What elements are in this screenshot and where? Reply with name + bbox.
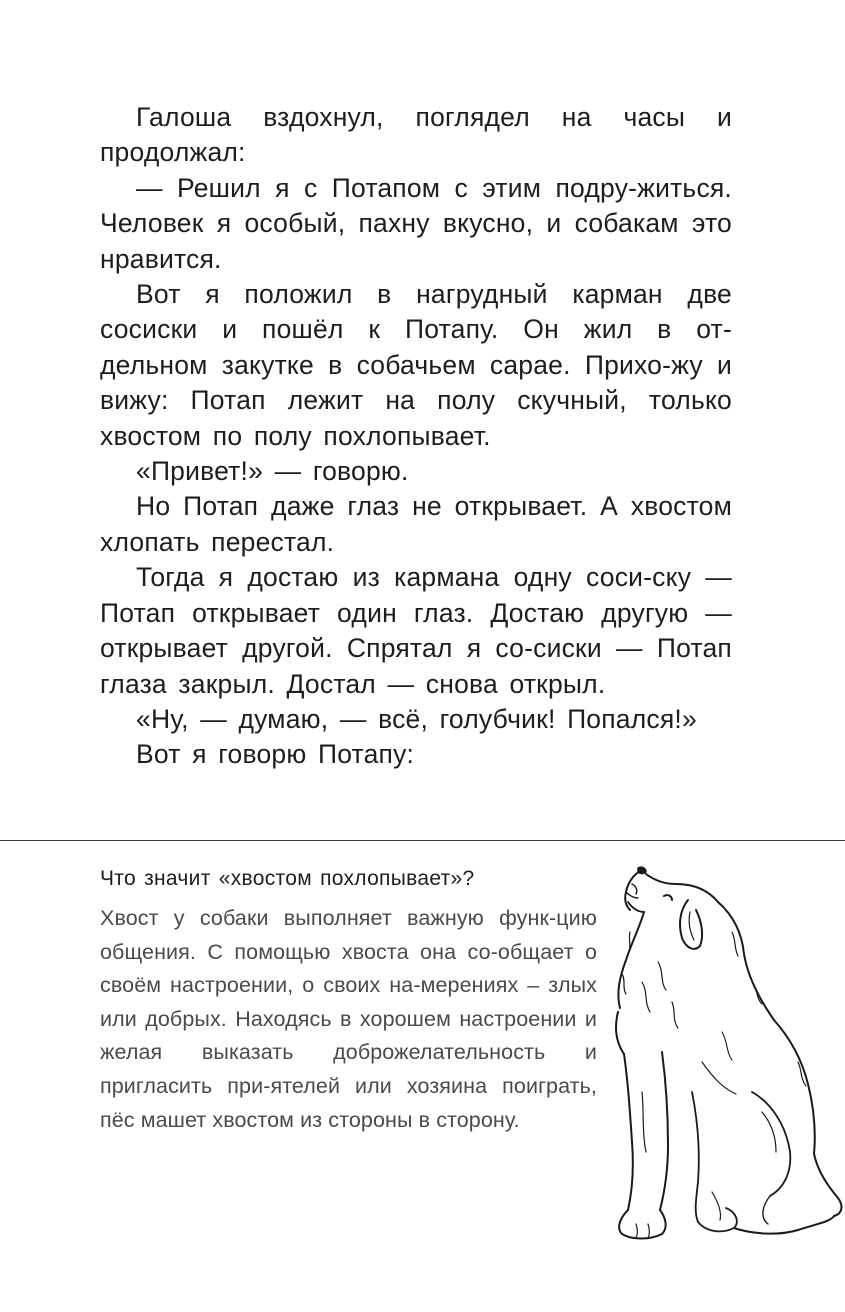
sitting-dog-icon <box>602 862 845 1250</box>
story-paragraph: Тогда я достаю из кармана одну соси-ску — Потап открывает один глаз. Достаю другую — открывает другой. Спрятал я со-сиски — Потап глаза закрыл. Достал — снова открыл. <box>100 562 732 699</box>
info-question: Что значит «хвостом похлопывает»? <box>100 867 475 890</box>
story-paragraph: Галоша вздохнул, поглядел на часы и продолжал: <box>100 102 732 168</box>
info-answer: Хвост у собаки выполняет важную функ-цию общения. С помощью хвоста она со-общает о своём настроении, о своих на-мерениях – злых или добрых. Находясь в хорошем настроении и желая выказать доброжелательность и пригласить при-ятелей или хозяина поиграть, пёс машет хвостом из стороны в сторону. <box>100 906 597 1132</box>
info-box <box>100 864 597 1137</box>
story-paragraph: Вот я положил в нагрудный карман две сосиски и пошёл к Потапу. Он жил в от-дельном закутке в собачьем сарае. Прихо-жу и вижу: Потап лежит на полу скучный, только хвостом по полу похлопывает. <box>100 279 732 451</box>
story-paragraph: Но Потап даже глаз не открывает. А хвостом хлопать перестал. <box>100 491 732 557</box>
story-text <box>100 100 732 773</box>
story-paragraph: «Привет!» — говорю. <box>136 456 409 487</box>
section-divider <box>0 840 845 841</box>
story-paragraph: — Решил я с Потапом с этим подру-житься. Человек я особый, пахну вкусно, и собакам это нравится. <box>100 172 732 274</box>
story-paragraph: Вот я говорю Потапу: <box>136 739 415 770</box>
story-paragraph: «Ну, — думаю, — всё, голубчик! Попался!» <box>136 703 697 734</box>
